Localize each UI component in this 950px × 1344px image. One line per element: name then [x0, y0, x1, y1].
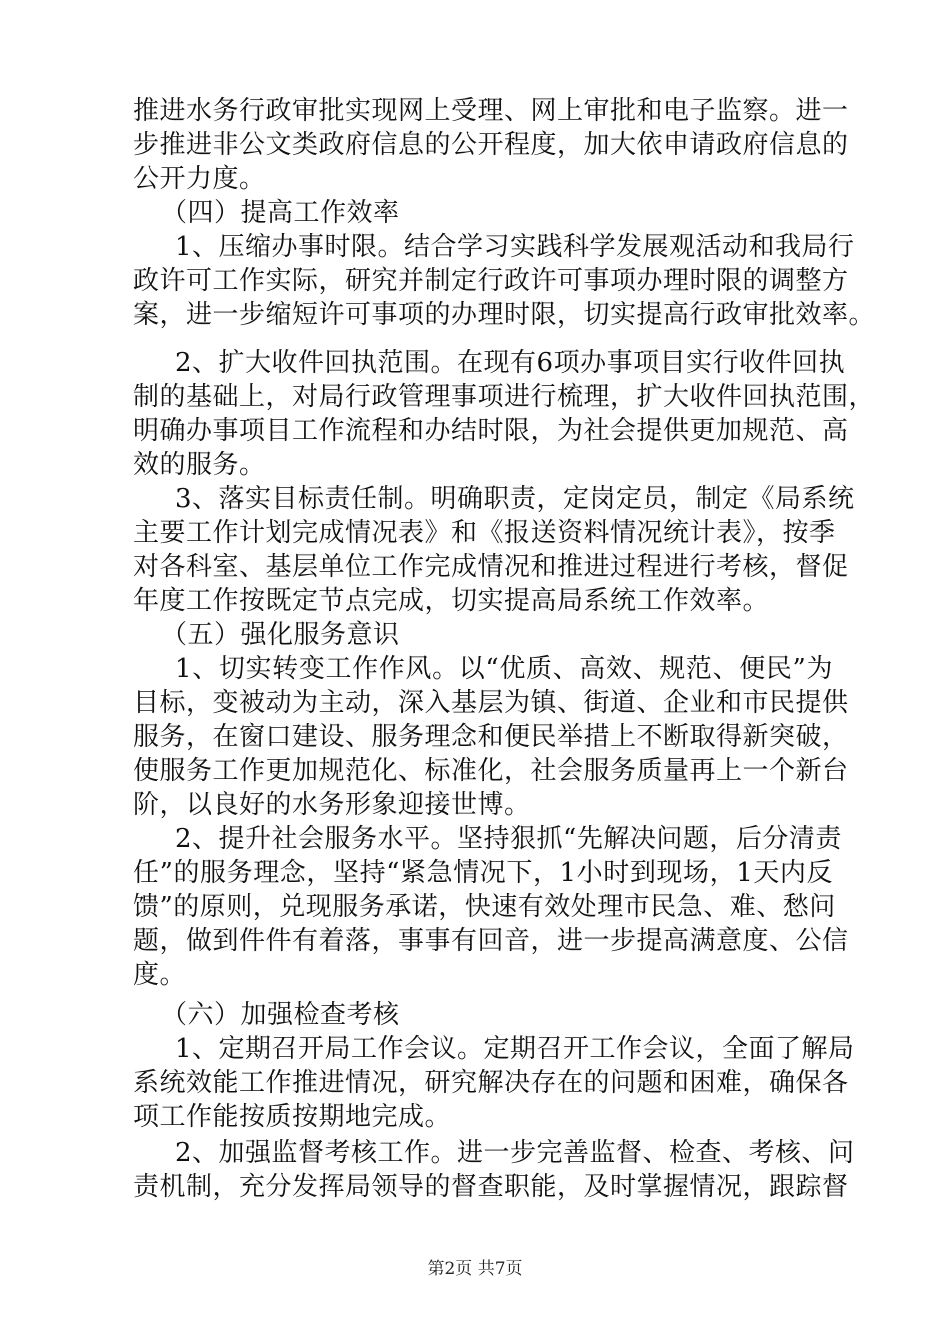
text-line: 政许可工作实际，研究并制定行政许可事项办理时限的调整方 — [133, 266, 849, 296]
text-line: 阶，以良好的水务形象迎接世博。 — [133, 790, 531, 820]
text-line: 制的基础上，对局行政管理事项进行梳理，扩大收件回执范围， — [133, 382, 876, 412]
text-line: 效的服务。 — [133, 450, 266, 480]
text-line: 案，进一步缩短许可事项的办理时限，切实提高行政审批效率。 — [133, 300, 876, 330]
text-line: 步推进非公文类政府信息的公开程度，加大依申请政府信息的 — [133, 130, 849, 160]
text-line: 服务，在窗口建设、服务理念和便民举措上不断取得新突破， — [133, 722, 849, 752]
text-line: 对各科室、基层单位工作完成情况和推进过程进行考核，督促 — [133, 552, 849, 582]
text-line: 1、切实转变工作作风。以“优质、高效、规范、便民”为 — [175, 654, 833, 684]
page-footer: 第2页 共7页 — [427, 1259, 523, 1279]
text-line: 主要工作计划完成情况表》和《报送资料情况统计表》，按季 — [133, 518, 836, 548]
text-line: 题，做到件件有着落，事事有回音，进一步提高满意度、公信 — [133, 926, 849, 956]
text-line: （四）提高工作效率 — [161, 198, 400, 228]
text-line: 项工作能按质按期地完成。 — [133, 1102, 452, 1132]
text-line: 3、落实目标责任制。明确职责，定岗定员，制定《局系统 — [175, 484, 855, 514]
text-line: （六）加强检查考核 — [161, 1000, 400, 1030]
text-line: 使服务工作更加规范化、标准化，社会服务质量再上一个新台 — [133, 756, 849, 786]
text-line: 2、扩大收件回执范围。在现有6项办事项目实行收件回执 — [175, 348, 846, 378]
text-line: 明确办事项目工作流程和办结时限，为社会提供更加规范、高 — [133, 416, 849, 446]
text-line: 系统效能工作推进情况，研究解决存在的问题和困难，确保各 — [133, 1068, 849, 1098]
text-line: 目标，变被动为主动，深入基层为镇、街道、企业和市民提供 — [133, 688, 849, 718]
text-line: 推进水务行政审批实现网上受理、网上审批和电子监察。进一 — [133, 96, 849, 126]
text-line: 1、压缩办事时限。结合学习实践科学发展观活动和我局行 — [175, 232, 855, 262]
text-line: 公开力度。 — [133, 164, 266, 194]
text-line: 2、加强监督考核工作。进一步完善监督、检查、考核、问 — [175, 1138, 855, 1168]
text-line: 年度工作按既定节点完成，切实提高局系统工作效率。 — [133, 586, 770, 616]
text-line: 任”的服务理念，坚持“紧急情况下，1小时到现场，1天内反 — [133, 858, 833, 888]
text-line: 1、定期召开局工作会议。定期召开工作会议，全面了解局 — [175, 1034, 855, 1064]
text-line: （五）强化服务意识 — [161, 620, 400, 650]
text-line: 度。 — [133, 960, 187, 990]
text-line: 2、提升社会服务水平。坚持狠抓“先解决问题，后分清责 — [175, 824, 842, 854]
text-line: 馈”的原则，兑现服务承诺，快速有效处理市民急、难、愁问 — [133, 892, 836, 922]
text-line: 责机制，充分发挥局领导的督查职能，及时掌握情况，跟踪督 — [133, 1172, 849, 1202]
